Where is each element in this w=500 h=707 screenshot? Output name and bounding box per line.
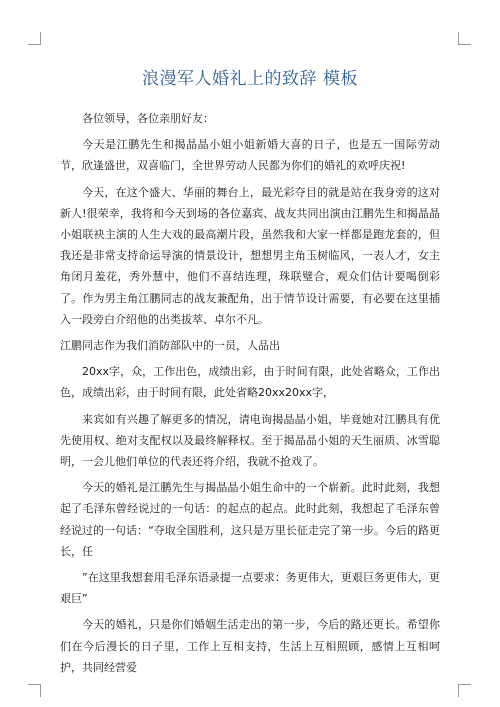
paragraph-introduction: 江鹏同志作为我们消防部队中的一员，人品出 (60, 339, 280, 353)
paragraph-word-count: 20xx字，众，工作出色，成绩出彩，由于时间有限，此处省略众，工作出色，成绩出彩，由于时间有限，此处省略20xx20xx字， (60, 365, 440, 400)
document-title: 浪漫军人婚礼上的致辞 模板 (142, 69, 358, 89)
paragraph-milestone: 今天的婚礼是江鹏先生与揭晶晶小姐生命中的一个崭新。此时此刻，我想起了毛泽东曾经说过的一句话：的起点的起点。此时此刻，我想起了毛泽东曾经说过的一句话：“夺取全国胜利，这只是万里长征走完了第一步。今后的路更长，任 (60, 481, 440, 558)
crop-mark-top-right (458, 32, 471, 45)
paragraph-stage: 今天，在这个盛大、华丽的舞台上，最光彩夺目的就是站在我身旁的这对新人!很荣幸，我将和今天到场的各位嘉宾、战友共同出演由江鹏先生和揭晶晶小姐联袂主演的人生大戏的最高潮片段，虽然我和大家一样都是跑龙套的，但我还是非常支持命运导演的情景设计，想想男主角玉树临风，一表人才，女主角闭月羞花，秀外慧中，他们不喜结连理，珠联璧合，观众们估计要喝倒彩了。作为男主角江鹏同志的战友兼配角，出于情节设计需要，有必要在这里插入一段旁白介绍他的出类拔萃、卓尔不凡。 (60, 185, 440, 326)
paragraph-quote: ”在这里我想套用毛泽东语录提一点要求：务更伟大，更艰巨务更伟大，更艰巨” (60, 571, 440, 606)
crop-mark-top-left (28, 32, 41, 45)
paragraph-opening: 今天是江鹏先生和揭晶晶小姐小姐新婚大喜的日子，也是五一国际劳动节，欣逢盛世，双喜临门，全世界劳动人民都为你们的婚礼的欢呼庆祝! (60, 138, 440, 173)
crop-mark-bottom-right (458, 684, 471, 697)
crop-mark-bottom-left (28, 684, 41, 697)
paragraph-guests: 来宾如有兴趣了解更多的情况，请电询揭晶晶小姐，毕竟她对江鹏具有优先使用权、绝对支配权以及最终解释权。至于揭晶晶小姐的天生丽质、冰雪聪明，一会儿他们单位的代表还将介绍，我就不抢戏了。 (60, 412, 440, 469)
paragraph-salutation: 各位领导，各位亲朋好友： (82, 112, 214, 125)
paragraph-wishes: 今天的婚礼，只是你们婚姻生活走出的第一步，今后的路还更长。希望你们在今后漫长的日子里，工作上互相支持，生活上互相照顾，感情上互相呵护，共同经营爱 (60, 618, 440, 674)
document-body (60, 108, 440, 678)
